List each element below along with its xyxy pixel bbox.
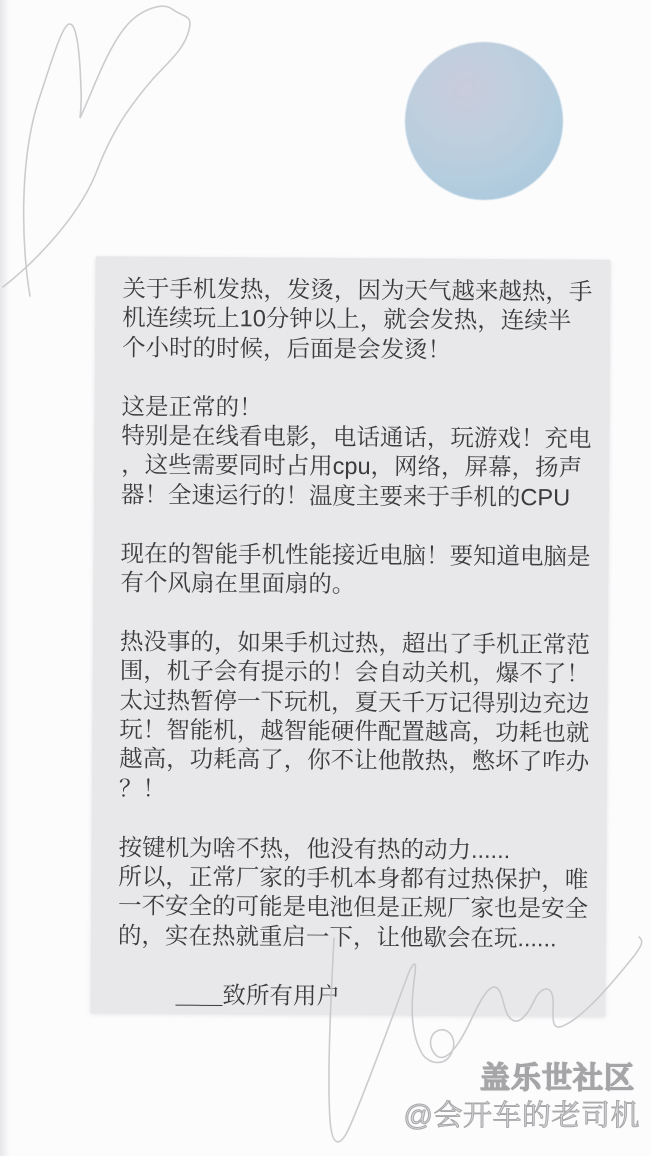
- photo-edge-shade: [0, 0, 10, 1156]
- signature-line: ＿＿致所有用户: [175, 981, 341, 1009]
- note-card: [90, 256, 610, 1017]
- note-paragraph: 这是正常的！ 特别是在线看电影，电话通话，玩游戏！充电，这些需要同时占用cpu，网络，屏幕，扬声器！全速运行的！温度主要来于手机的CPU: [120, 393, 592, 511]
- watermark: [320, 1064, 640, 1131]
- watermark-community-label: 盖乐世社区: [480, 1062, 635, 1095]
- watermark-author-label: @会开车的老司机: [403, 1100, 640, 1132]
- heart-sketch-icon: [3, 6, 190, 296]
- blue-dot-decoration: [405, 42, 563, 200]
- note-paragraph: 热没事的，如果手机过热，超出了手机正常范围，机子会有提示的！会自动关机，爆不了！太过热暂停一下玩机，夏天千万记得别边充边玩！智能机，越智能硬件配置越高，功耗也就越高，功耗高了，你不让他散热，憋坏了咋办？！: [118, 628, 591, 802]
- note-paragraph: 按键机为啥不热，他没有热的动力...... 所以，正常厂家的手机本身都有过热保护，唯一不安全的可能是电池但是正规厂家也是安全的，实在热就重启一下，让他歇会在玩......: [117, 834, 589, 952]
- note-paragraph: 现在的智能手机性能接近电脑！要知道电脑是有个风扇在里面扇的。: [120, 540, 591, 598]
- note-paragraph: 关于手机发热，发烫，因为天气越来越热，手机连续玩上10分钟以上，就会发热，连续半个小时的时候，后面是会发烫！: [121, 275, 593, 363]
